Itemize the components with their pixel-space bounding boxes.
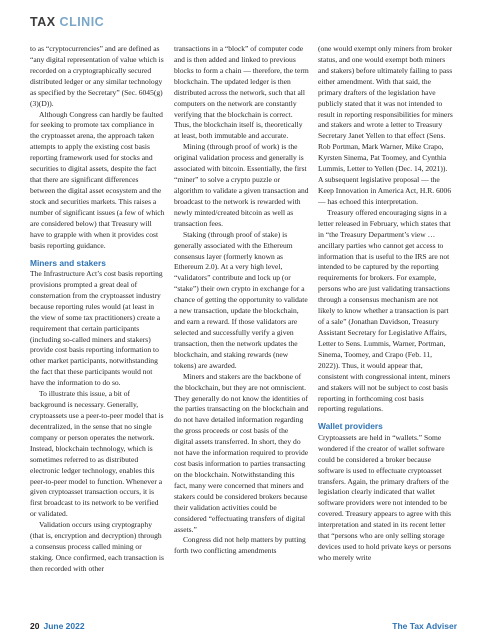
body-paragraph: Staking (through proof of stake) is generally associated with the Ethereum consensus layer (formerly known as Ethereum 2.0). At a very high level, “validators” contribute and lock up (or “stake”) their own crypto in exchange for a chance of getting the opportunity to validate a new transaction, update the blockchain, and earn a reward. If those validators are selected and successfully verify a given transaction, then the network updates the blockchain, and staking rewards (new tokens) are awarded.	[174, 229, 308, 370]
body-paragraph: Mining (through proof of work) is the original validation process and generally is associated with bitcoin. Essentially, the first “miner” to solve a crypto puzzle or algorithm to validate a given transaction and broadcast to the network is rewarded with newly minted/created bitcoin as well as transaction fees.	[174, 142, 309, 228]
body-paragraph: to as “cryptocurrencies” and are defined as “any digital representation of value which is recorded on a cryptographically secured distributed ledger or any similar technology as specified by the Secretary” (Sec. 6045(g)(3)(D)).	[30, 44, 164, 108]
publication-name: The Tax Adviser	[392, 621, 457, 631]
body-paragraph: Although Congress can hardly be faulted for seeking to promote tax compliance in the cryptoasset arena, the approach taken attempts to apply the existing cost basis reporting framework used for stocks and securities to digital assets, despite the fact that there are significant differences between the digital asset ecosystem and the stock and securities markets. This raises a number of significant issues (a few of which are considered below) that Treasury will have to grapple with when it provides cost basis reporting guidance.	[30, 109, 165, 250]
body-paragraph: The Infrastructure Act’s cost basis reporting provisions prompted a great deal of consternation from the cryptoasset industry because reporting rules would (at least in the view of some tax practitioners) create a requirement that certain participants (including so-called miners and stakers) provide cost basis reporting information to other market participants, notwithstanding the fact that these participants would not have the information to do so.	[30, 269, 163, 388]
body-paragraph: Congress did not help matters by putting forth two conflicting amendments	[174, 535, 306, 556]
section-header-tax: TAX	[30, 15, 56, 29]
section-heading: Miners and stakers	[30, 257, 106, 268]
body-paragraph: transactions in a “block” of computer code and is then added and linked to previous blocks to form a chain — therefore, the term blockchain. The updated ledger is then distributed across the network, such that all computers on the network are constantly verifying that the blockchain is correct. Thus, the blockchain itself is, theoretically at least, both immutable and accurate.	[174, 44, 309, 141]
issue-date: June 2022	[43, 621, 85, 631]
text-column-1	[30, 44, 165, 575]
body-paragraph: Miners and stakers are the backbone of the blockchain, but they are not omniscient. They generally do not know the identities of the parties transacting on the blockchain and do not have detailed information regarding the gross proceeds or cost basis of the digital assets transferred. In short, they do not have the information required to provide cost basis information to parties transacting on the blockchain. Notwithstanding this fact, many were concerned that miners and stakers could be considered brokers because their validation activities could be considered “effectuating transfers of digital assets.”	[174, 371, 309, 534]
text-column-2	[174, 44, 309, 557]
body-paragraph: Cryptoassets are held in “wallets.” Some wondered if the creator of wallet software could be considered a broker because software is used to effectuate cryptoasset transfers. Again, the primary drafters of the legislation clearly indicated that wallet software providers were not intended to be covered. Treasury appears to agree with this interpretation and stated in its recent letter that “persons who are only selling storage devices used to hold private keys or persons who merely write	[318, 432, 452, 562]
section-header	[30, 15, 104, 29]
body-paragraph: To illustrate this issue, a bit of background is necessary. Generally, cryptoassets use a peer-to-peer model that is decentralized, in the sense that no single company or person operates the network. Instead, blockchain technology, which is sometimes referred to as distributed electronic ledger technology, enables this peer-to-peer model to function. Whenever a given cryptoasset transaction occurs, it is first broadcast to its network to be verified or validated.	[30, 389, 164, 519]
section-header-clinic: CLINIC	[55, 15, 105, 29]
section-heading: Wallet providers	[318, 421, 383, 432]
page-footer-left	[30, 621, 85, 631]
body-paragraph: Treasury offered encouraging signs in a letter released in February, which states that in “the Treasury Department’s view … ancillary parties who cannot get access to information that is useful to the IRS are not intended to be captured by the reporting requirements for brokers. For example, persons who are just validating transactions through a consensus mechanism are not likely to know whether a transaction is part of a sale” (Jonathan Davidson, Treasury Assistant Secretary for Legislative Affairs, Letter to Sens. Lummis, Warner, Portman, Sinema, Toomey, and Crapo (Feb. 11, 2022)). Thus, it would appear that, consistent with congressional intent, miners and stakers will not be subject to cost basis reporting in forthcoming cost basis reporting regulations.	[318, 207, 451, 414]
body-paragraph: (one would exempt only miners from broker status, and one would exempt both miners and stakers) before ultimately failing to pass either amendment. With that said, the primary drafters of the legislation have publicly stated that it was not intended to result in reporting responsibilities for miners and stakers and wrote a letter to Treasury Secretary Janet Yellen to that effect (Sens. Rob Portman, Mark Warner, Mike Crapo, Kyrsten Sinema, Pat Toomey, and Cynthia Lummis, Letter to Yellen (Dec. 14, 2021)). A subsequent legislative proposal — the Keep Innovation in America Act, H.R. 6006 — has echoed this interpretation.	[318, 44, 453, 206]
body-paragraph: Validation occurs using cryptography (that is, encryption and decryption) through a consensus process called mining or staking. Once confirmed, each transaction is then recorded with other	[30, 520, 164, 573]
text-column-3	[318, 44, 453, 564]
page-number: 20	[30, 621, 40, 631]
